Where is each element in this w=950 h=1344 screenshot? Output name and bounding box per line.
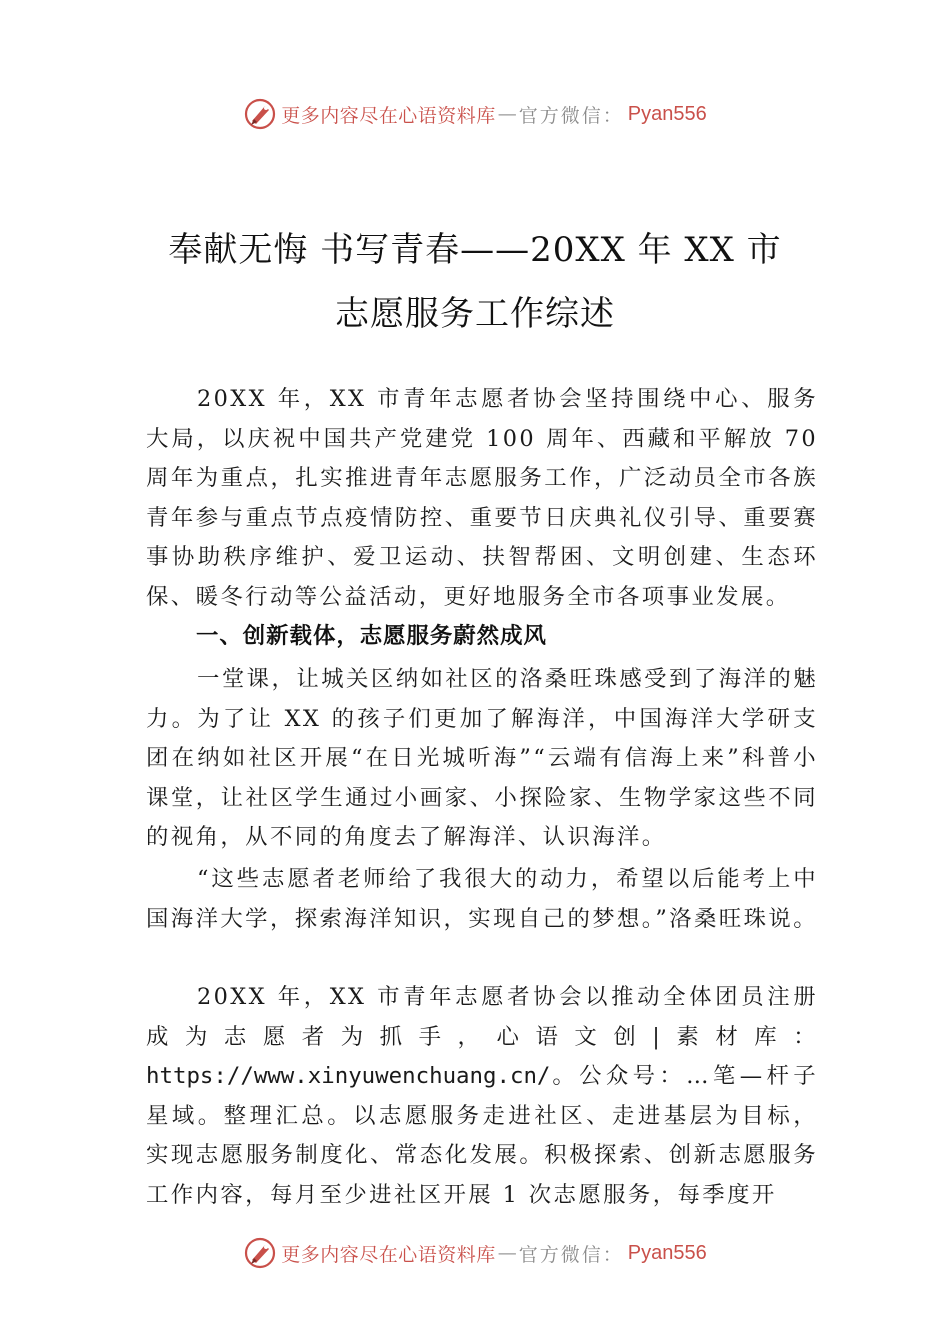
paragraph-registration-part-a: 20XX 年，XX 市青年志愿者协会以推动全体团员注册成为志愿者为抓手，心语文创|素材库： xyxy=(146,984,818,1050)
title-line-2: 志愿服务工作综述 xyxy=(335,294,615,334)
section-heading-1: 一、创新载体，志愿服务蔚然成风 xyxy=(196,623,547,649)
paragraph-registration-part-b: 。公众号：…笔—杆子星域。整理汇总。以志愿服务走进社区、走进基层为目标， 实现志愿服务制度化、常态化发展。积极探索、创新志愿服务工作内容，每月至少进社区开展 1 次志愿服务，每季度开 xyxy=(146,1063,818,1208)
footer-banner xyxy=(0,1233,950,1273)
footer-brand-text: 更多内容尽在心语资料库 xyxy=(281,1243,496,1266)
footer-wechat-label: 官方微信： xyxy=(518,1243,624,1266)
paragraph-ocean-class: 一堂课，让城关区纳如社区的洛桑旺珠感受到了海洋的魅力。为了让 XX 的孩子们更加了解海洋，中国海洋大学研支团在纳如社区开展“在日光城听海”“云端有信海上来”科普小课堂，让社区学生通过小画家、小探险家、生物学家这些不同的视角，从不同的角度去了解海洋、认识海洋。 xyxy=(146,666,818,851)
banner-wechat-label: 官方微信： xyxy=(518,104,624,127)
banner-wechat-id: Pyan556 xyxy=(627,102,707,125)
paragraph-registration xyxy=(146,978,818,1216)
paragraph-quote: “这些志愿者老师给了我很大的动力，希望以后能考上中国海洋大学，探索海洋知识，实现自己的梦想。”洛桑旺珠说。 xyxy=(146,866,818,932)
footer-wechat-id: Pyan556 xyxy=(627,1241,707,1264)
pen-nib-logo-icon xyxy=(243,97,277,131)
title-line-1: 奉献无悔 书写青春——20XX 年 XX 市 xyxy=(168,230,782,270)
header-banner xyxy=(0,94,950,134)
banner-dash: — xyxy=(497,103,517,125)
footer-dash: — xyxy=(497,1242,517,1264)
material-library-link[interactable]: https://www.xinyuwenchuang.cn/ xyxy=(146,1063,551,1090)
paragraph-intro: 20XX 年，XX 市青年志愿者协会坚持围绕中心、服务大局，以庆祝中国共产党建党 100 周年、西藏和平解放 70 周年为重点，扎实推进青年志愿服务工作，广泛动员全市各族青年参与重点节点疫情防控、重要节日庆典礼仪引导、重要赛事协助秩序维护、爱卫运动、扶智帮困、文明创建、生态环保、暖冬行动等公益活动，更好地服务全市各项事业发展。 xyxy=(146,386,818,610)
pen-nib-logo-icon xyxy=(243,1236,277,1270)
banner-brand-text: 更多内容尽在心语资料库 xyxy=(281,104,496,127)
